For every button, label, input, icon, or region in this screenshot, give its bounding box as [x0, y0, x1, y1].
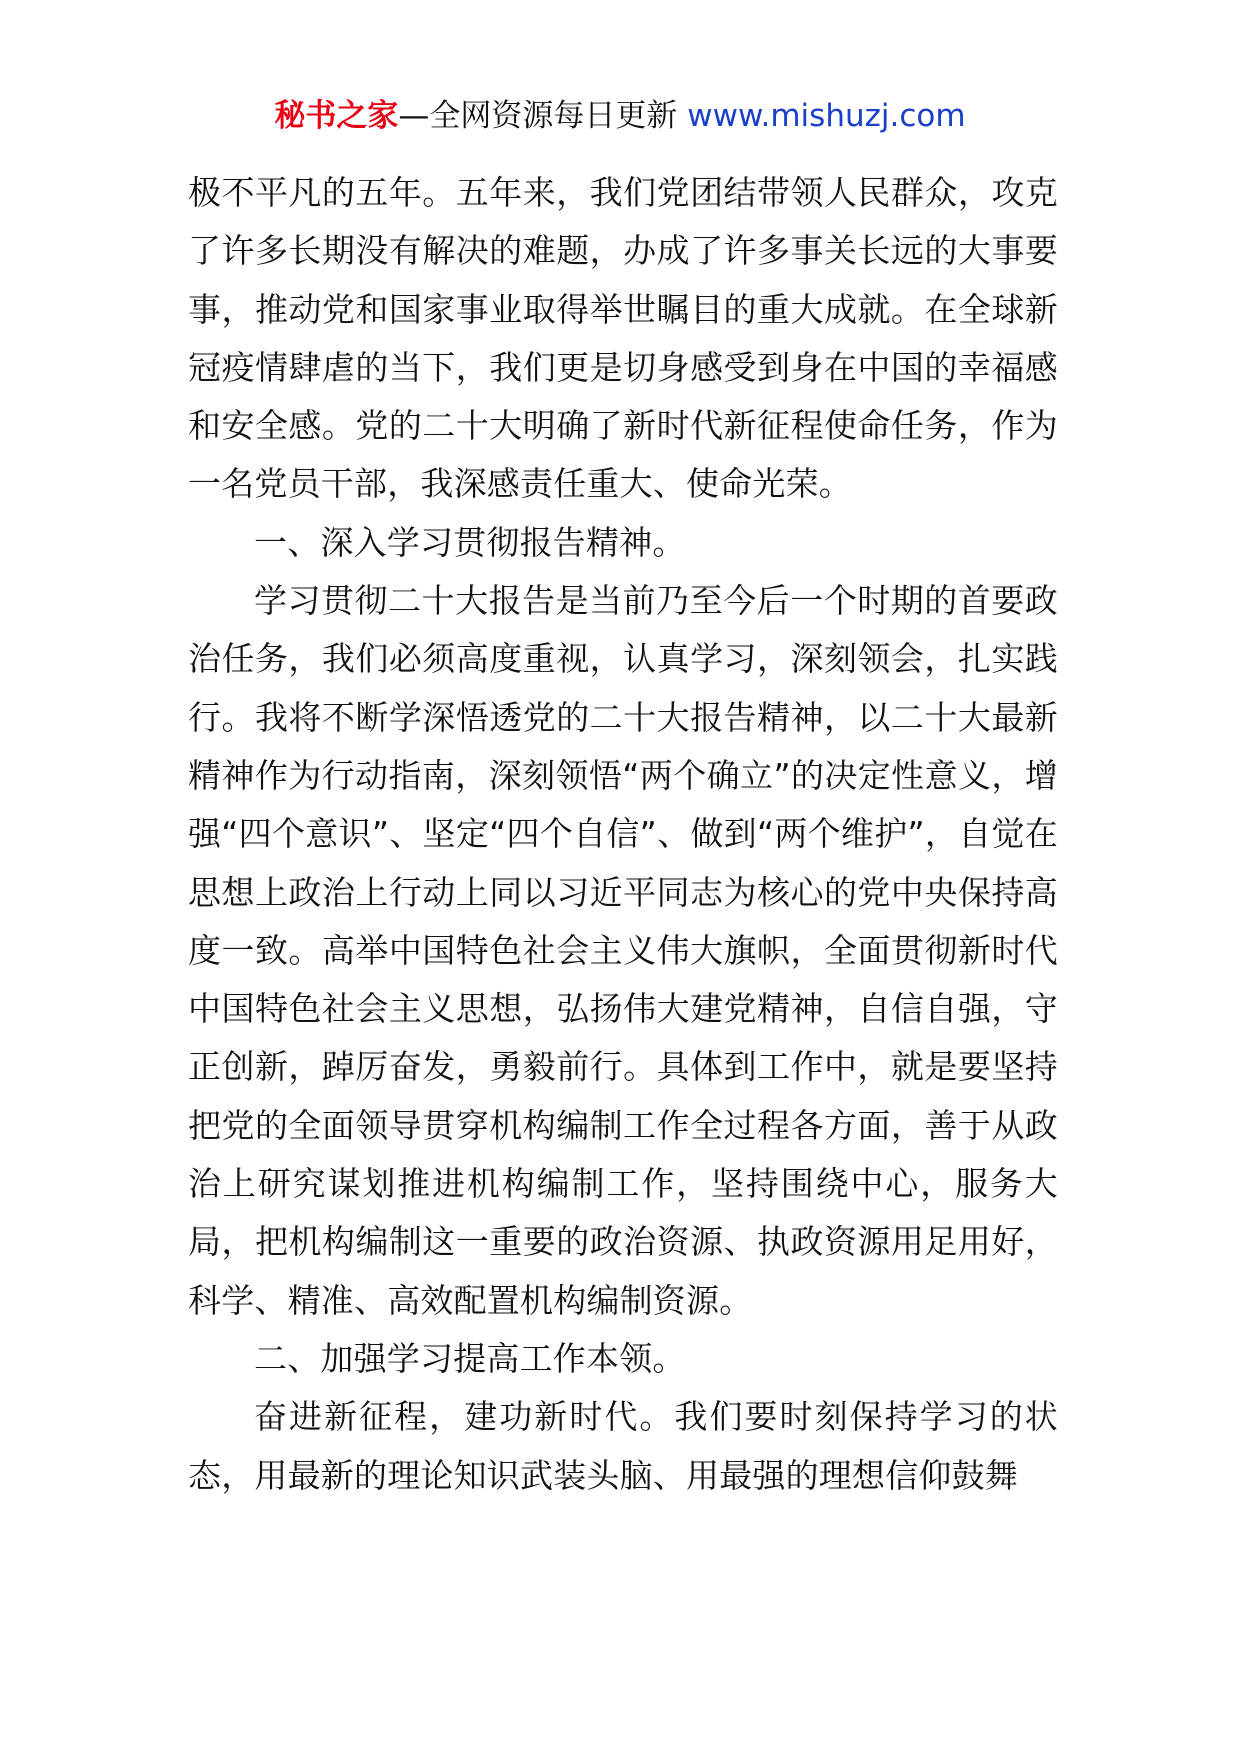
paragraph-section-1: 学习贯彻二十大报告是当前乃至今后一个时期的首要政治任务，我们必须高度重视，认真学习，深刻领会，扎实践行。我将不断学深悟透党的二十大报告精神，以二十大最新精神作为行动指南，深刻领悟“两个确立”的决定性意义，增强“四个意识”、坚定“四个自信”、做到“两个维护”，自觉在思想上政治上行动上同以习近平同志为核心的党中央保持高度一致。高举中国特色社会主义伟大旗帜，全面贯彻新时代中国特色社会主义思想，弘扬伟大建党精神，自信自强，守正创新，踔厉奋发，勇毅前行。具体到工作中，就是要坚持把党的全面领导贯穿机构编制工作全过程各方面，善于从政治上研究谋划推进机构编制工作，坚持围绕中心，服务大局，把机构编制这一重要的政治资源、执政资源用足用好，科学、精准、高效配置机构编制资源。 [188, 581, 1058, 1320]
paragraph-intro: 极不平凡的五年。五年来，我们党团结带领人民群众，攻克了许多长期没有解决的难题，办成了许多事关长远的大事要事，推动党和国家事业取得举世瞩目的重大成就。在全球新冠疫情肆虐的当下，我们更是切身感受到身在中国的幸福感和安全感。党的二十大明确了新时代新征程使命任务，作为一名党员干部，我深感责任重大、使命光荣。 [188, 173, 1058, 504]
section-heading-1: 一、深入学习贯彻报告精神。 [254, 522, 686, 562]
site-url-link[interactable]: www.mishuzj.com [687, 98, 966, 134]
site-brand: 秘书之家 [274, 98, 399, 134]
paragraph-section-2: 奋进新征程，建功新时代。我们要时刻保持学习的状态，用最新的理论知识武装头脑、用最强的理想信仰鼓舞 [188, 1397, 1058, 1495]
document-body [188, 164, 1058, 1505]
section-heading-2: 二、加强学习提高工作本领。 [254, 1338, 686, 1378]
site-header [0, 96, 1240, 136]
site-tagline: —全网资源每日更新 [398, 98, 688, 134]
